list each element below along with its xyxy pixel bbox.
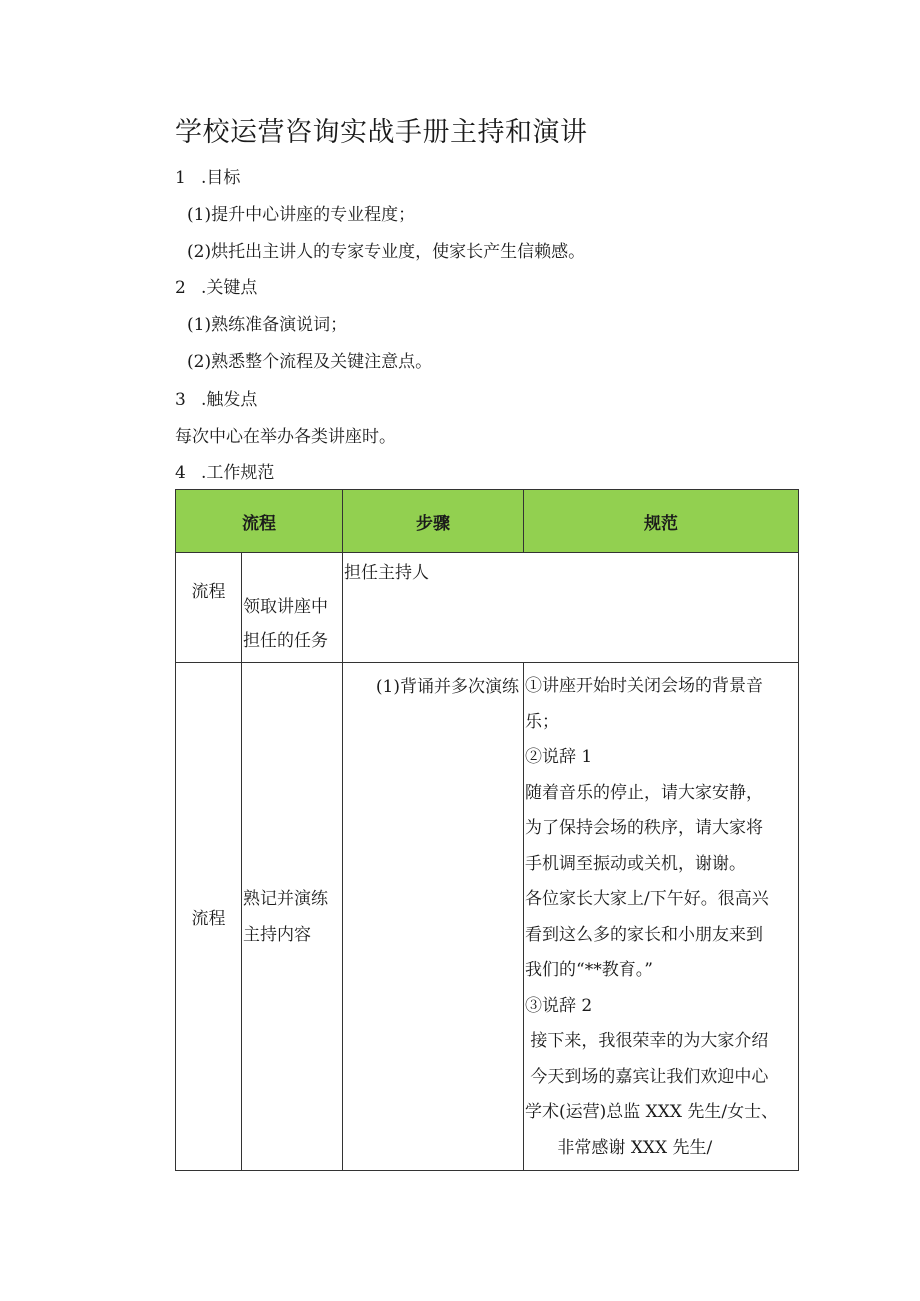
task-text: 熟记并演练 主持内容 xyxy=(243,888,328,945)
section-heading-key-points xyxy=(175,276,257,300)
section-label: .工作规范 xyxy=(201,463,275,483)
step-text: (1)背诵并多次演练 xyxy=(375,677,519,697)
spec-line: 我们的“**教育。” xyxy=(525,960,653,980)
section-heading-trigger xyxy=(175,388,257,412)
spec-line: 看到这么多的家长和小朋友来到 xyxy=(525,924,763,945)
section-number: 3 xyxy=(175,390,186,410)
section-label: .目标 xyxy=(201,168,241,188)
section-heading-goals xyxy=(175,166,240,190)
spec-line: 随着音乐的停止，请大家安静， xyxy=(525,782,763,803)
section-label: .触发点 xyxy=(201,390,258,410)
section-number: 4 xyxy=(175,463,186,483)
step-cell xyxy=(343,553,799,663)
key-point-item: (2)熟悉整个流程及关键注意点。 xyxy=(187,352,433,372)
header-steps: 步骤 xyxy=(343,490,524,553)
section-heading-work-spec xyxy=(175,461,274,485)
step-text: 担任主持人 xyxy=(344,563,429,583)
step-cell xyxy=(343,663,524,1171)
goal-item: (1)提升中心讲座的专业程度； xyxy=(187,205,416,225)
task-text: 领取讲座中 担任的任务 xyxy=(243,597,328,651)
spec-line: 各位家长大家上/下午好。很高兴 xyxy=(525,889,769,909)
header-spec: 规范 xyxy=(524,490,799,553)
goal-item: (2)烘托出主讲人的专家专业度，使家长产生信赖感。 xyxy=(187,242,586,262)
spec-line: ②说辞 1 xyxy=(525,747,593,767)
header-process: 流程 xyxy=(176,490,343,553)
work-spec-table xyxy=(175,489,799,1171)
spec-line: 手机调至振动或关机，谢谢。 xyxy=(525,853,746,874)
spec-line: 学术(运营)总监 XXX 先生/女士、 xyxy=(525,1102,779,1122)
spec-line: 非常感谢 XXX 先生/ xyxy=(525,1137,713,1158)
section-number: 1 xyxy=(175,168,186,188)
spec-line: 接下来，我很荣幸的为大家介绍 xyxy=(525,1031,769,1051)
spec-line: 乐； xyxy=(525,711,559,732)
document-title: 学校运营咨询实战手册主持和演讲 xyxy=(175,117,588,148)
spec-cell xyxy=(524,663,799,1171)
section-label: .关键点 xyxy=(201,278,258,298)
row-head: 流程 xyxy=(176,663,242,1171)
spec-line: ①讲座开始时关闭会场的背景音 xyxy=(525,676,763,696)
spec-line: 今天到场的嘉宾让我们欢迎中心 xyxy=(525,1066,769,1087)
spec-lines xyxy=(524,663,798,1166)
spec-line: ③说辞 2 xyxy=(525,995,593,1016)
table-row xyxy=(176,663,799,1171)
table-header-row xyxy=(176,490,799,553)
table-row xyxy=(176,553,799,663)
task-cell xyxy=(242,663,343,1171)
spec-line: 为了保持会场的秩序，请大家将 xyxy=(525,818,763,838)
section-number: 2 xyxy=(175,278,186,298)
trigger-text: 每次中心在举办各类讲座时。 xyxy=(175,427,396,447)
key-point-item: (1)熟练准备演说词； xyxy=(187,315,348,335)
task-cell xyxy=(242,553,343,663)
row-head: 流程 xyxy=(176,553,242,663)
